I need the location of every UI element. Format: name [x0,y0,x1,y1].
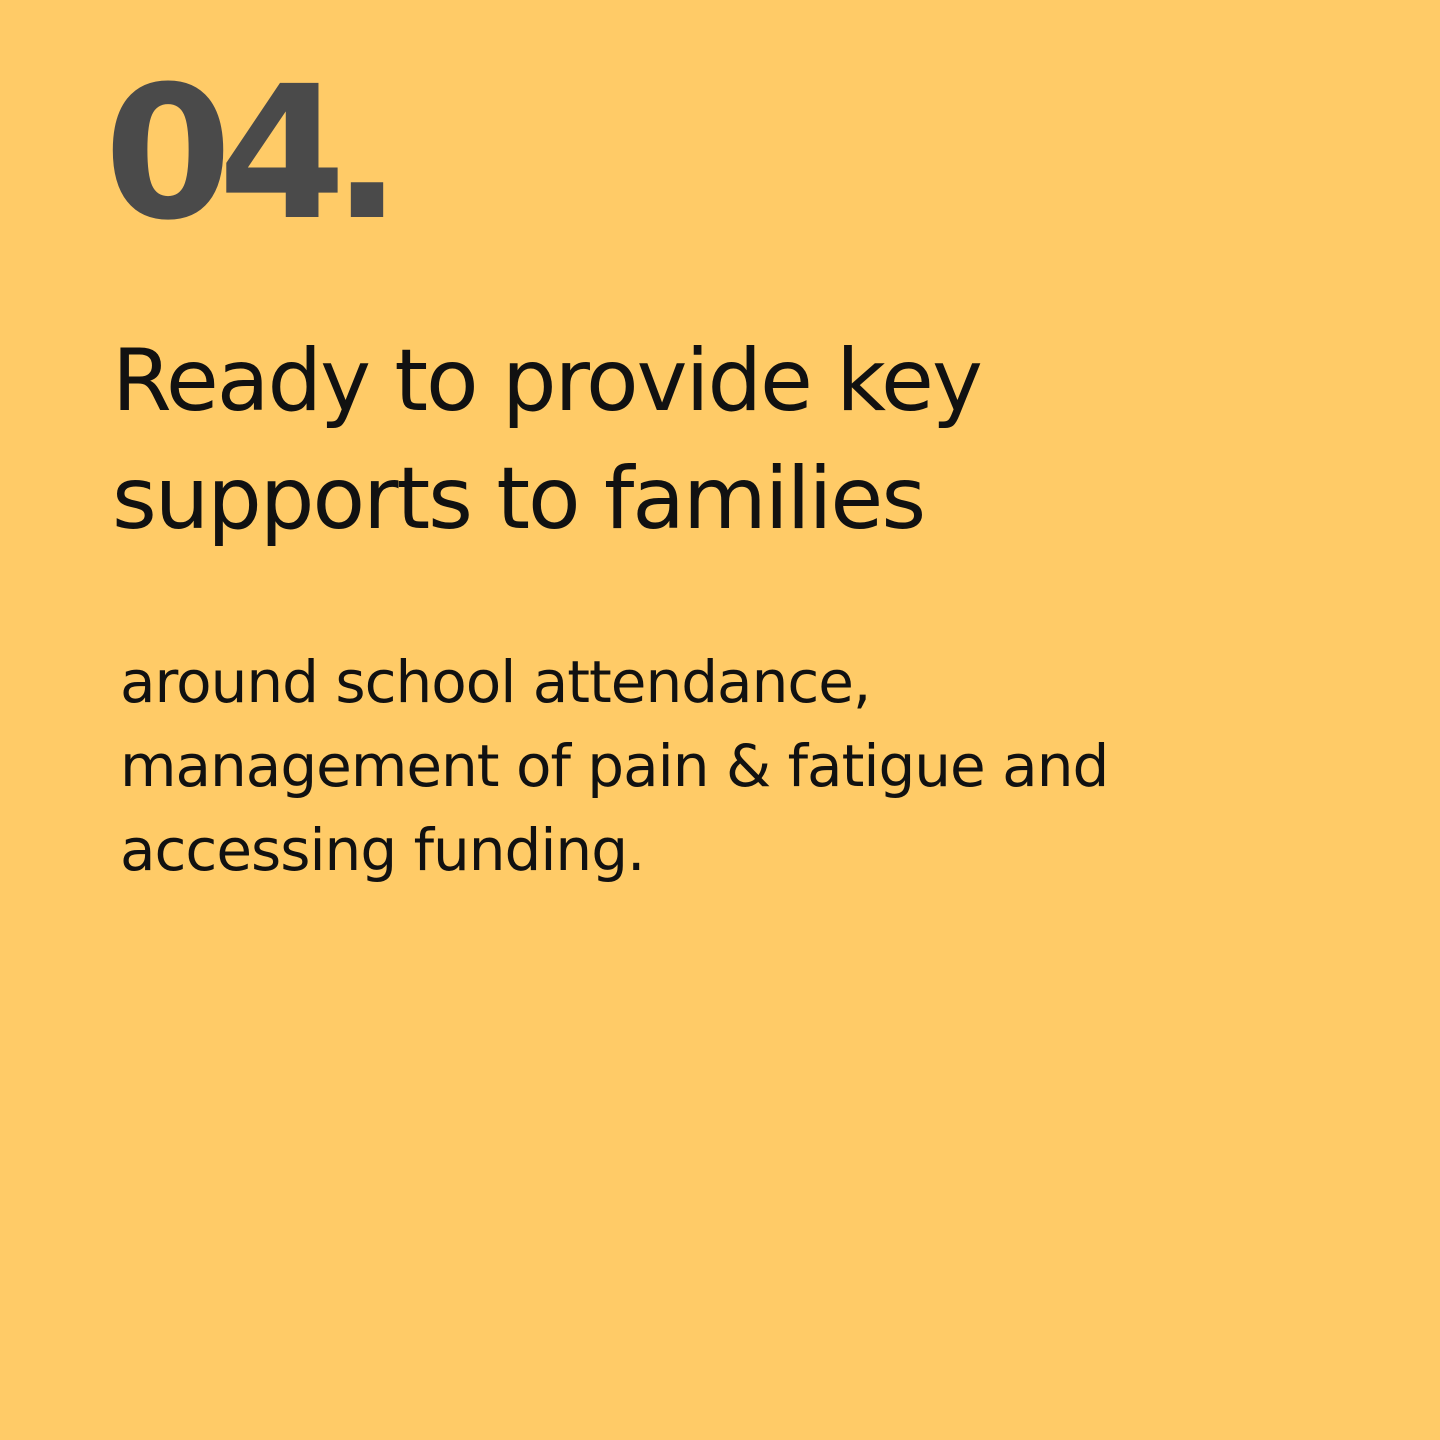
headline [112,322,1262,558]
step-number: 04. [104,47,388,261]
body-line-3: accessing funding. [120,816,645,884]
headline-line-1: Ready to provide key [112,331,981,431]
body-text [120,640,1320,892]
headline-line-2: supports to families [112,449,925,549]
body-line-1: around school attendance, [120,648,871,716]
body-line-2: management of pain & fatigue and [120,732,1109,800]
